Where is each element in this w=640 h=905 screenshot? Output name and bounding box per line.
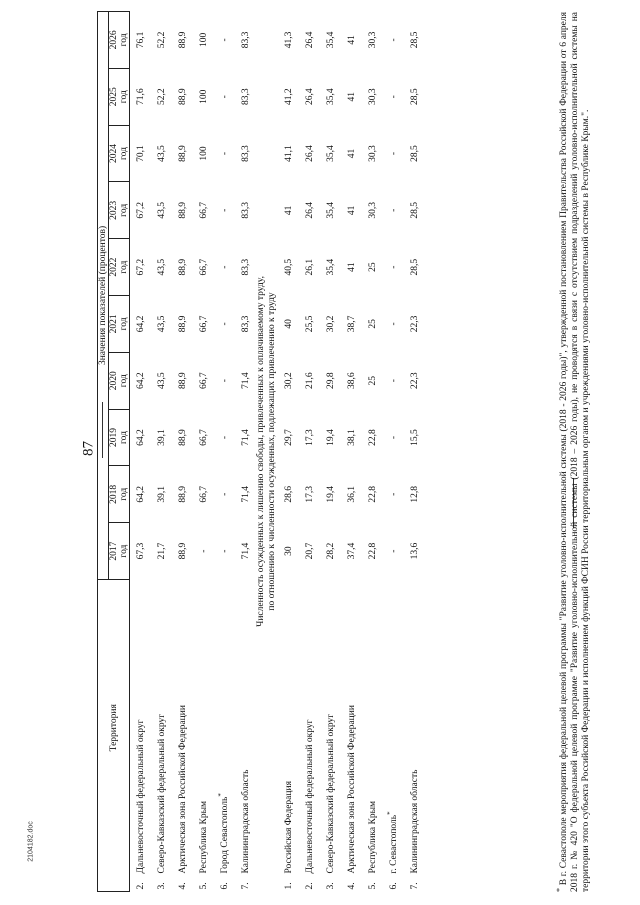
row-number: 7.: [240, 882, 251, 890]
value-cell: 35,4: [325, 145, 336, 162]
value-cell: 30,2: [283, 372, 294, 390]
value-cell: 88,9: [177, 202, 188, 219]
value-cell: -: [219, 435, 230, 440]
value-cell: -: [388, 151, 399, 156]
value-cell: 30,3: [367, 88, 378, 106]
header-year-value: 2023: [109, 200, 119, 220]
value-cell: 29,7: [283, 429, 294, 446]
value-cell: 100: [198, 32, 209, 47]
value-cell: 17,3: [304, 429, 315, 446]
header-year-2026: [109, 11, 130, 68]
header-values: Значения показателей (процентов): [98, 11, 109, 579]
value-cell: 25,5: [304, 315, 315, 333]
value-cell: 83,3: [240, 31, 251, 49]
value-cell: -: [198, 549, 209, 553]
header-year-2021: [109, 296, 130, 353]
value-cell: -: [388, 322, 399, 326]
header-year-unit: год: [119, 90, 129, 104]
value-cell: 28,5: [409, 258, 420, 276]
file-name: 2104182.doc: [27, 821, 35, 862]
row-number: 2.: [304, 882, 315, 890]
value-cell: 88,9: [177, 372, 188, 390]
header-year-unit: год: [119, 317, 129, 331]
header-year-value: 2018: [109, 484, 119, 504]
value-cell: 43,5: [156, 315, 167, 333]
header-year-2022: [109, 239, 130, 296]
territory-name: Северо-Кавказский федеральный округ: [156, 713, 167, 874]
value-cell: 28,5: [409, 31, 420, 49]
value-cell: 21,6: [304, 372, 315, 390]
value-cell: 38,7: [346, 315, 357, 333]
value-cell: -: [219, 379, 230, 383]
territory-cell: [278, 580, 299, 876]
header-year-unit: год: [119, 374, 129, 388]
header-year-unit: год: [119, 203, 129, 217]
value-cell: 39,1: [156, 486, 167, 503]
value-cell: 25: [367, 262, 378, 272]
value-cell: 30,3: [367, 202, 378, 219]
territory-cell: [193, 580, 214, 876]
header-year-value: 2021: [109, 314, 119, 334]
value-cell: 35,4: [325, 202, 336, 219]
value-cell: 38,6: [346, 372, 357, 390]
header-year-value: 2020: [109, 371, 119, 391]
territory-cell: [172, 580, 193, 876]
value-cell: 43,5: [156, 372, 167, 390]
value-cell: 67,3: [135, 542, 146, 560]
value-cell: 30,2: [325, 315, 336, 333]
value-cell: 13,6: [409, 542, 420, 560]
footnote-text: В г. Севастополе мероприятия федеральной целевой программы "Развитие уголовно-исполнительной системы (2018 - 2026 годы)", утвержденной постановлением Правительства Российской Федерации от 6 апреля 2018 г. № 420 "О федеральной целевой программе "Развитие уголовно-исполнительной системы (2018 – 2026 годы), не проводятся в связи с отсутствием подразделений уголовно-исполнительной системы на территории этого субъекта Российской Федерации и исполнением функций ФСИН России территориальным органом и учреждениями уголовно-исполнительной системы в Республике Крым.".: [559, 11, 591, 892]
value-cell: 52,2: [156, 31, 167, 49]
value-cell: 71,4: [240, 542, 251, 560]
value-cell: 38,1: [346, 429, 357, 446]
row-number: 6.: [388, 882, 399, 890]
value-cell: 37,4: [346, 542, 357, 560]
section-heading-line-2: по отношению к численности осужденных, подлежащих привлечению к труду: [267, 292, 277, 611]
value-cell: 66,7: [198, 202, 209, 219]
value-cell: 52,2: [156, 88, 167, 106]
value-cell: 28,2: [325, 542, 336, 560]
territory-name: г. Севастополь: [388, 814, 399, 874]
header-year-value: 2017: [109, 541, 119, 561]
territory-cell: [404, 580, 425, 876]
value-cell: 22,3: [409, 372, 420, 390]
header-year-value: 2022: [109, 257, 119, 277]
territory-cell: [214, 580, 235, 876]
row-number: 3.: [325, 882, 336, 890]
territory-name: Город Севастополь: [219, 796, 230, 874]
value-cell: 71,4: [240, 372, 251, 390]
value-cell: 43,5: [156, 145, 167, 162]
header-year-unit: год: [119, 260, 129, 274]
territory-cell: [362, 580, 383, 876]
value-cell: 41,3: [283, 31, 294, 49]
row-number: 1.: [283, 882, 294, 890]
value-cell: 41: [346, 35, 357, 45]
value-cell: 19,4: [325, 429, 336, 446]
value-cell: 83,3: [240, 202, 251, 219]
value-cell: 66,7: [198, 372, 209, 390]
value-cell: 35,4: [325, 88, 336, 106]
footnote-mark: *: [385, 811, 394, 815]
value-cell: 88,9: [177, 315, 188, 333]
value-cell: 26,1: [304, 258, 315, 276]
header-year-2018: [109, 466, 130, 523]
territory-cell: [341, 580, 362, 876]
value-cell: 64,2: [135, 429, 146, 446]
value-cell: 41: [346, 148, 357, 159]
value-cell: 28,6: [283, 486, 294, 503]
value-cell: 83,3: [240, 88, 251, 106]
header-year-unit: год: [119, 431, 129, 444]
header-year-unit: год: [119, 33, 129, 47]
value-cell: 22,3: [409, 315, 420, 333]
value-cell: 41,2: [283, 88, 294, 106]
value-cell: 36,1: [346, 486, 357, 503]
value-cell: 66,7: [198, 258, 209, 276]
value-cell: 25: [367, 319, 378, 329]
value-cell: 25: [367, 375, 378, 386]
value-cell: 12,8: [409, 486, 420, 503]
value-cell: 19,4: [325, 486, 336, 503]
row-number: 4.: [346, 882, 357, 890]
section-heading-line-1: Численность осужденных к лишению свободы, привлеченных к оплачиваемому труду,: [256, 276, 266, 627]
value-cell: 88,9: [177, 486, 188, 503]
value-cell: 26,4: [304, 202, 315, 219]
header-year-2019: [109, 409, 130, 466]
header-year-value: 2026: [109, 30, 119, 50]
value-cell: 71,4: [240, 486, 251, 503]
territory-name: Северо-Кавказский федеральный округ: [325, 713, 336, 874]
table-row: [130, 11, 152, 891]
value-cell: 28,5: [409, 88, 420, 106]
value-cell: 83,3: [240, 145, 251, 162]
value-cell: 88,9: [177, 258, 188, 276]
value-cell: 26,4: [304, 31, 315, 49]
value-cell: 28,5: [409, 145, 420, 162]
territory-name: Республика Крым: [367, 800, 378, 874]
table-row: [341, 11, 362, 891]
value-cell: -: [388, 549, 399, 553]
value-cell: -: [388, 492, 399, 496]
table-row: [278, 11, 299, 891]
value-cell: 66,7: [198, 429, 209, 446]
value-cell: -: [219, 208, 230, 212]
territory-cell: [235, 580, 256, 876]
value-cell: 21,7: [156, 542, 167, 560]
row-number: 2.: [135, 882, 146, 890]
header-year-2023: [109, 182, 130, 239]
table-row: [235, 11, 256, 891]
table-row: [383, 11, 404, 891]
value-cell: 41: [346, 262, 357, 272]
row-number: 7.: [409, 882, 420, 890]
value-cell: 39,1: [156, 429, 167, 446]
value-cell: 66,7: [198, 486, 209, 503]
territory-name: Республика Крым: [198, 800, 209, 874]
territory-cell: [130, 580, 152, 876]
row-number: 5.: [198, 882, 209, 890]
territory-name: Дальневосточный федеральный округ: [135, 719, 146, 874]
value-cell: 43,5: [156, 202, 167, 219]
table-row: [172, 11, 193, 891]
territory-name: Российская Федерация: [283, 781, 294, 874]
value-cell: 30,3: [367, 31, 378, 49]
territory-name: Калининградская область: [240, 769, 251, 874]
table-row: [320, 11, 341, 891]
value-cell: -: [388, 435, 399, 440]
row-number: 3.: [156, 882, 167, 890]
value-cell: 88,9: [177, 31, 188, 49]
value-cell: -: [219, 265, 230, 269]
value-cell: -: [219, 38, 230, 42]
header-year-value: 2019: [109, 428, 119, 448]
value-cell: 70,1: [135, 145, 146, 162]
table-header: [98, 11, 130, 891]
territory-cell: [299, 580, 320, 876]
footnote-mark: *: [554, 888, 564, 892]
value-cell: 83,3: [240, 258, 251, 276]
header-year-unit: год: [119, 487, 129, 501]
value-cell: 35,4: [325, 258, 336, 276]
value-cell: -: [219, 151, 230, 156]
value-cell: 83,3: [240, 315, 251, 333]
value-cell: -: [219, 322, 230, 326]
header-year-unit: год: [119, 147, 129, 161]
value-cell: 29,8: [325, 372, 336, 390]
territory-name: Дальневосточный федеральный округ: [304, 719, 315, 874]
territory-name: Арктическая зона Российской Федерации: [346, 705, 357, 874]
value-cell: -: [219, 492, 230, 496]
table-row: [151, 11, 172, 891]
value-cell: 41: [283, 205, 294, 216]
value-cell: -: [219, 95, 230, 99]
value-cell: 15,5: [409, 429, 420, 446]
value-cell: 76,1: [135, 31, 146, 49]
row-number: 5.: [367, 882, 378, 890]
value-cell: 30: [283, 546, 294, 556]
header-territory: Территория: [98, 580, 130, 876]
value-cell: 40: [283, 319, 294, 329]
header-year-2020: [109, 352, 130, 409]
value-cell: 88,9: [177, 88, 188, 106]
value-cell: 43,5: [156, 258, 167, 276]
value-cell: 100: [198, 146, 209, 161]
value-cell: 41: [346, 205, 357, 216]
value-cell: 64,2: [135, 315, 146, 333]
territory-cell: [383, 580, 404, 876]
value-cell: 22,8: [367, 542, 378, 560]
footnote: [554, 11, 592, 892]
value-cell: 71,6: [135, 88, 146, 106]
value-cell: 28,5: [409, 202, 420, 219]
value-cell: -: [219, 549, 230, 553]
header-year-2025: [109, 68, 130, 125]
value-cell: 22,8: [367, 429, 378, 446]
value-cell: 20,7: [304, 542, 315, 560]
section-heading-row: [256, 11, 278, 891]
row-number: 4.: [177, 882, 188, 890]
value-cell: 88,9: [177, 542, 188, 560]
indicators-table: [97, 11, 425, 892]
value-cell: 71,4: [240, 429, 251, 446]
header-year-value: 2025: [109, 87, 119, 107]
territory-cell: [320, 580, 341, 876]
value-cell: -: [388, 208, 399, 212]
value-cell: -: [388, 265, 399, 269]
value-cell: 26,4: [304, 145, 315, 162]
header-year-unit: год: [119, 544, 129, 558]
table-row: [214, 11, 235, 891]
page-number: 87: [80, 441, 97, 456]
value-cell: 30,3: [367, 145, 378, 162]
value-cell: 41: [346, 91, 357, 102]
header-year-value: 2024: [109, 144, 119, 164]
value-cell: 66,7: [198, 315, 209, 333]
value-cell: 88,9: [177, 429, 188, 446]
value-cell: 67,2: [135, 202, 146, 219]
value-cell: 67,2: [135, 258, 146, 276]
value-cell: 22,8: [367, 486, 378, 503]
row-number: 6.: [219, 882, 230, 890]
header-number: [98, 876, 130, 892]
value-cell: 17,3: [304, 486, 315, 503]
value-cell: 41,1: [283, 145, 294, 162]
value-cell: 88,9: [177, 145, 188, 162]
value-cell: -: [388, 95, 399, 99]
table-row: [362, 11, 383, 891]
value-cell: -: [388, 38, 399, 42]
table-row: [404, 11, 425, 891]
header-year-2017: [109, 523, 130, 580]
value-cell: 40,5: [283, 258, 294, 276]
footnote-mark: *: [216, 793, 225, 797]
table-row: [193, 11, 214, 891]
territory-cell: [151, 580, 172, 876]
header-year-2024: [109, 125, 130, 182]
value-cell: 64,2: [135, 486, 146, 503]
rotated-page-content: [97, 12, 617, 892]
value-cell: 35,4: [325, 31, 336, 49]
territory-name: Арктическая зона Российской Федерации: [177, 705, 188, 874]
table-row: [299, 11, 320, 891]
value-cell: 100: [198, 89, 209, 104]
territory-name: Калининградская область: [409, 769, 420, 874]
value-cell: 64,2: [135, 372, 146, 390]
value-cell: -: [388, 379, 399, 383]
value-cell: 26,4: [304, 88, 315, 106]
